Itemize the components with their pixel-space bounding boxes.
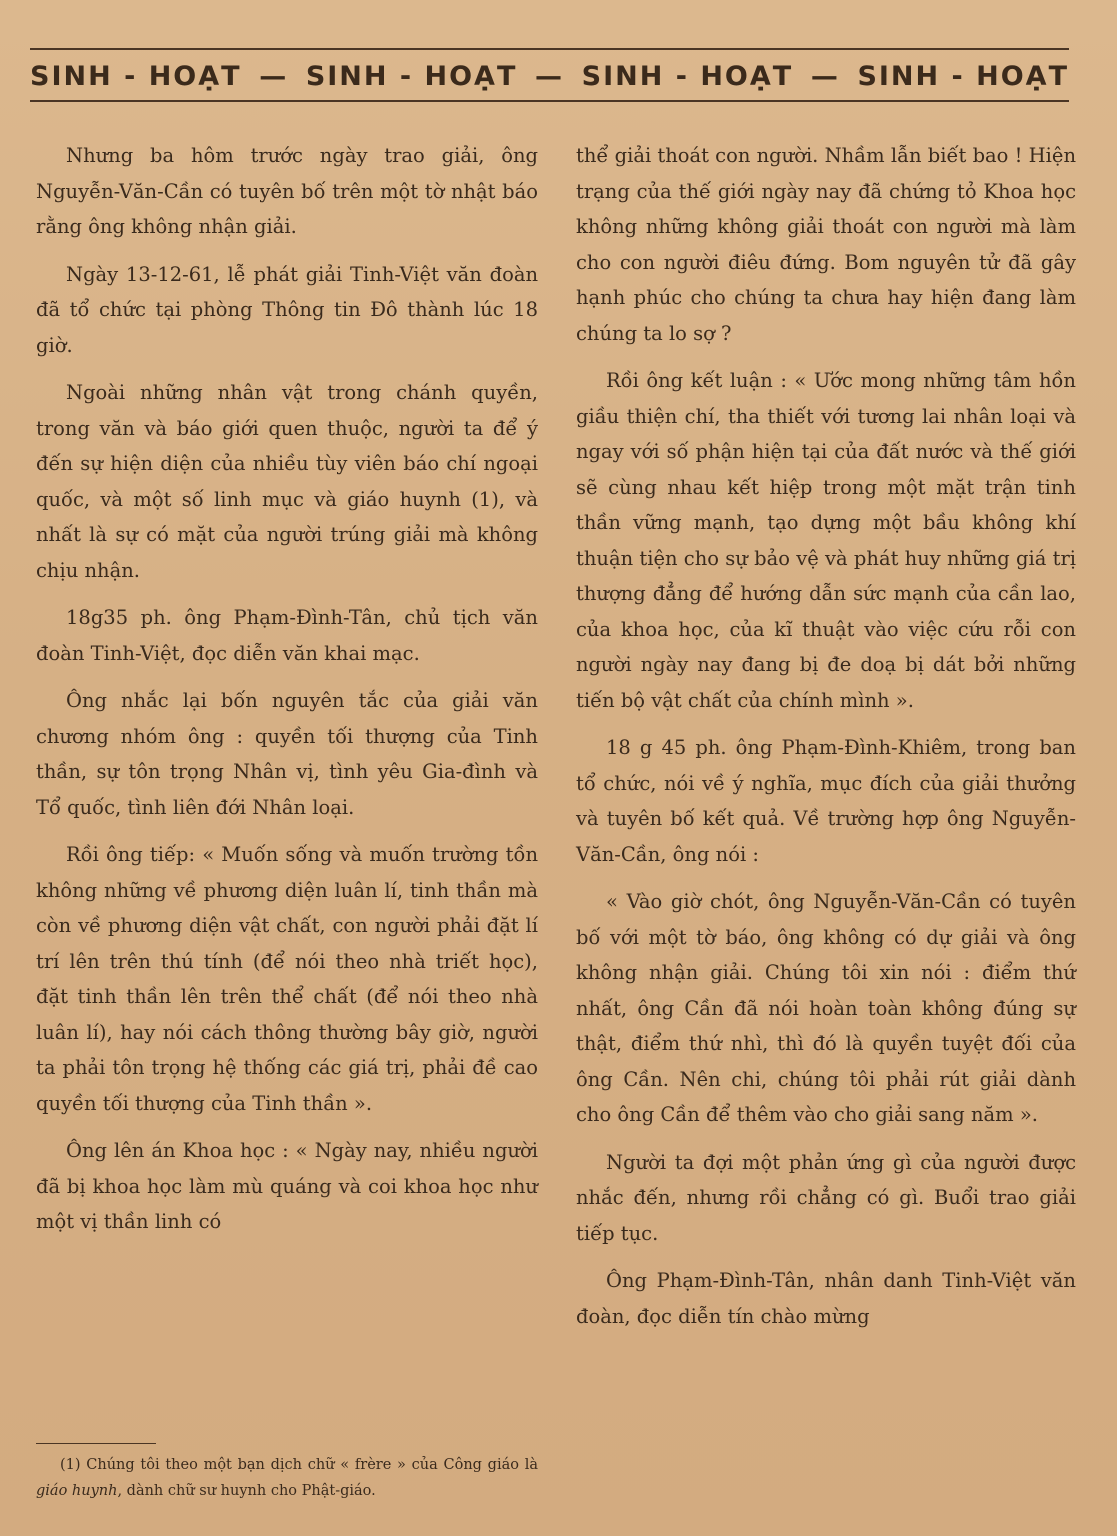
paragraph: 18 g 45 ph. ông Phạm-Đình-Khiêm, trong ban tổ chức, nói về ý nghĩa, mục đích của giải thưởng và tuyên bố kết quả. Về trường hợp ông Nguyễn-Văn-Cần, ông nói : (576, 736, 1076, 866)
paragraph: Ngày 13-12-61, lễ phát giải Tinh-Việt văn đoàn đã tổ chức tại phòng Thông tin Đô thành lúc 18 giờ. (36, 262, 538, 357)
paragraph: Ngoài những nhân vật trong chánh quyền, trong văn và báo giới quen thuộc, người ta để ý đến sự hiện diện của nhiều tùy viên báo chí ngoại quốc, và một số linh mục và giáo huynh (1), và nhất là sự có mặt của người trúng giải mà không chịu nhận. (36, 381, 538, 582)
paragraph: Ông lên án Khoa học : « Ngày nay, nhiều người đã bị khoa học làm mù quáng và coi khoa học như một vị thần linh có (36, 1139, 538, 1233)
footnote-italic-term: giáo huynh (36, 1483, 118, 1499)
footnote-rule (36, 1443, 156, 1444)
paragraph: Rồi ông kết luận : « Ước mong những tâm hồn giầu thiện chí, tha thiết với tương lai nhân loại và ngay với số phận hiện tại của đất nước và thế giới sẽ cùng nhau kết hiệp trong một mặt trận tinh thần vững mạnh, tạo dựng một bầu không khí thuận tiện cho sự bảo vệ và phát huy những giá trị thượng đẳng để hướng dẫn sức mạnh của cần lao, của khoa học, của kĩ thuật vào việc cứu rỗi con người ngày nay đang bị đe doạ bị dát bởi những tiến bộ vật chất của chính mình ». (576, 369, 1076, 712)
section-header (30, 56, 1069, 96)
paragraph: Rồi ông tiếp: « Muốn sống và muốn trường tồn không những về phương diện luân lí, tinh thần mà còn về phương diện vật chất, con người phải đặt lí trí lên trên thú tính (để nói theo nhà triết học), đặt tinh thần lên trên thể chất (để nói theo nhà luân lí), hay nói cách thông thường bây giờ, người ta phải tôn trọng hệ thống các giá trị, phải đề cao quyền tối thượng của Tinh thần ». (36, 843, 538, 1115)
header-title-1: SINH - HOẠT (30, 60, 242, 92)
footnote-text: , dành chữ sư huynh cho Phật-giáo. (117, 1483, 376, 1499)
header-title-3: SINH - HOẠT (581, 60, 794, 92)
paragraph: Người ta đợi một phản ứng gì của người được nhắc đến, nhưng rồi chẳng có gì. Buổi trao giải tiếp tục. (576, 1150, 1076, 1245)
header-top-rule (30, 48, 1069, 50)
paragraph: Nhưng ba hôm trước ngày trao giải, ông Nguyễn-Văn-Cần có tuyên bố trên một tờ nhật báo rằng ông không nhận giải. (36, 144, 538, 238)
header-separator: — (535, 60, 564, 92)
header-title-2: SINH - HOẠT (305, 60, 518, 92)
paragraph: Ông Phạm-Đình-Tân, nhân danh Tinh-Việt văn đoàn, đọc diễn tín chào mừng (576, 1269, 1076, 1328)
footnote (36, 1452, 538, 1504)
footnote-text: (1) Chúng tôi theo một bạn dịch chữ « frère » của Công giáo là (60, 1457, 538, 1473)
header-bottom-rule (30, 100, 1069, 102)
paragraph: 18g35 ph. ông Phạm-Đình-Tân, chủ tịch văn đoàn Tinh-Việt, đọc diễn văn khai mạc. (36, 606, 538, 665)
paragraph: « Vào giờ chót, ông Nguyễn-Văn-Cần có tuyên bố với một tờ báo, ông không có dự giải và ông không nhận giải. Chúng tôi xin nói : điểm thứ nhất, ông Cần đã nói hoàn toàn không đúng sự thật, điểm thứ nhì, thì đó là quyền tuyệt đối của ông Cần. Nên chi, chúng tôi phải rút giải dành cho ông Cần để thêm vào cho giải sang năm ». (576, 890, 1076, 1126)
header-title-4: SINH - HOẠT (857, 60, 1069, 92)
right-column (576, 138, 1076, 1346)
header-separator: — (810, 60, 840, 92)
continued-paragraph: thể giải thoát con người. Nhầm lẫn biết bao ! Hiện trạng của thế giới ngày nay đã chứng tỏ Khoa học không những không giải thoát con người mà làm cho con người điêu đứng. Bom nguyên tử đã gây hạnh phúc cho chúng ta chưa hay hiện đang làm chúng ta lo sợ ? (576, 144, 1076, 345)
header-separator: — (259, 60, 289, 92)
left-column (36, 138, 538, 1252)
paragraph: Ông nhắc lại bốn nguyên tắc của giải văn chương nhóm ông : quyền tối thượng của Tinh thần, sự tôn trọng Nhân vị, tình yêu Gia-đình và Tổ quốc, tình liên đới Nhân loại. (36, 689, 538, 819)
